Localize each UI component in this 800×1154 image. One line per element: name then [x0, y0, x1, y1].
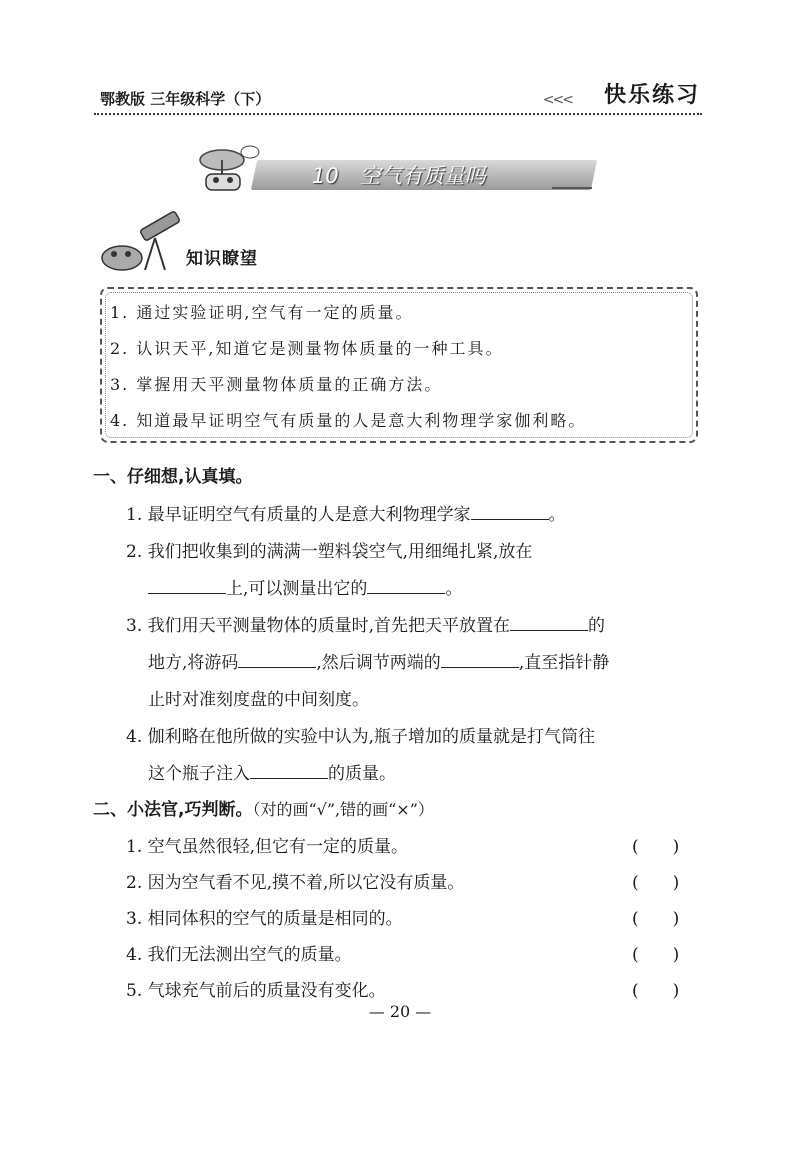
answer-parentheses[interactable]: ( )	[632, 981, 680, 1001]
judge-question: 4. 我们无法测出空气的质量。	[126, 945, 352, 965]
section1-title: 一、仔细想,认真填。	[93, 467, 253, 487]
chevron-left-icon: <<<	[542, 92, 572, 108]
answer-parentheses[interactable]: ( )	[632, 909, 680, 929]
title-underline	[552, 187, 592, 189]
section2-instruction: （对的画“√”,错的画“×”）	[252, 800, 434, 819]
lesson-title: 10 空气有质量吗	[312, 164, 486, 188]
judge-question: 3. 相同体积的空气的质量是相同的。	[126, 909, 403, 929]
fill-question-3-line1	[126, 611, 605, 636]
answer-blank[interactable]	[250, 764, 328, 779]
judge-question: 5. 气球充气前后的质量没有变化。	[126, 981, 386, 1001]
fill-question-4-line2	[148, 759, 396, 784]
answer-blank[interactable]	[238, 653, 316, 668]
knowledge-point: 3. 掌握用天平测量物体质量的正确方法。	[110, 375, 443, 394]
fill-question-1	[126, 500, 566, 525]
question-text: 的	[588, 616, 606, 636]
answer-parentheses[interactable]: ( )	[632, 945, 680, 965]
question-text: 1. 最早证明空气有质量的人是意大利物理学家	[126, 505, 471, 525]
answer-blank[interactable]	[441, 653, 519, 668]
header-divider	[94, 113, 702, 115]
question-text: 。	[445, 579, 463, 599]
section2-title	[93, 795, 434, 820]
judge-question: 1. 空气虽然很轻,但它有一定的质量。	[126, 837, 409, 857]
knowledge-label: 知识瞭望	[186, 249, 258, 269]
fill-question-4-line1: 4. 伽利略在他所做的实验中认为,瓶子增加的质量就是打气筒往	[126, 727, 596, 747]
question-text: ,直至指针静	[518, 653, 610, 673]
fill-question-2-line1: 2. 我们把收集到的满满一塑料袋空气,用细绳扎紧,放在	[126, 542, 533, 562]
header-section-title: 快乐练习	[603, 83, 700, 108]
knowledge-point: 4. 知道最早证明空气有质量的人是意大利物理学家伽利略。	[110, 411, 587, 430]
knowledge-point: 1. 通过实验证明,空气有一定的质量。	[110, 303, 414, 322]
fill-question-3-line3: 止时对准刻度盘的中间刻度。	[148, 690, 369, 710]
section2-heading: 二、小法官,巧判断。	[93, 800, 253, 820]
question-text: 上,可以测量出它的	[226, 579, 368, 599]
page-header	[100, 78, 700, 114]
fill-question-2-line2	[148, 574, 462, 599]
knowledge-point: 2. 认识天平,知道它是测量物体质量的一种工具。	[110, 339, 504, 358]
answer-blank[interactable]	[471, 505, 549, 520]
lesson-title-banner	[192, 140, 612, 196]
answer-parentheses[interactable]: ( )	[632, 837, 680, 857]
question-text: 的质量。	[328, 764, 396, 784]
fill-question-3-line2	[148, 648, 609, 673]
answer-blank[interactable]	[510, 616, 588, 631]
judge-question: 2. 因为空气看不见,摸不着,所以它没有质量。	[126, 873, 465, 893]
header-book-title: 鄂教版 三年级科学（下）	[100, 90, 271, 108]
answer-parentheses[interactable]: ( )	[632, 873, 680, 893]
answer-blank[interactable]	[148, 579, 226, 594]
knowledge-heading	[100, 210, 290, 280]
question-text: ,然后调节两端的	[316, 653, 441, 673]
page-number: — 20 —	[368, 1002, 432, 1021]
answer-blank[interactable]	[367, 579, 445, 594]
question-text: 3. 我们用天平测量物体的质量时,首先把天平放置在	[126, 616, 511, 636]
question-text: 地方,将游码	[148, 653, 239, 673]
telescope-icon	[100, 210, 190, 280]
question-text: 这个瓶子注入	[148, 764, 250, 784]
question-text: 。	[548, 505, 566, 525]
